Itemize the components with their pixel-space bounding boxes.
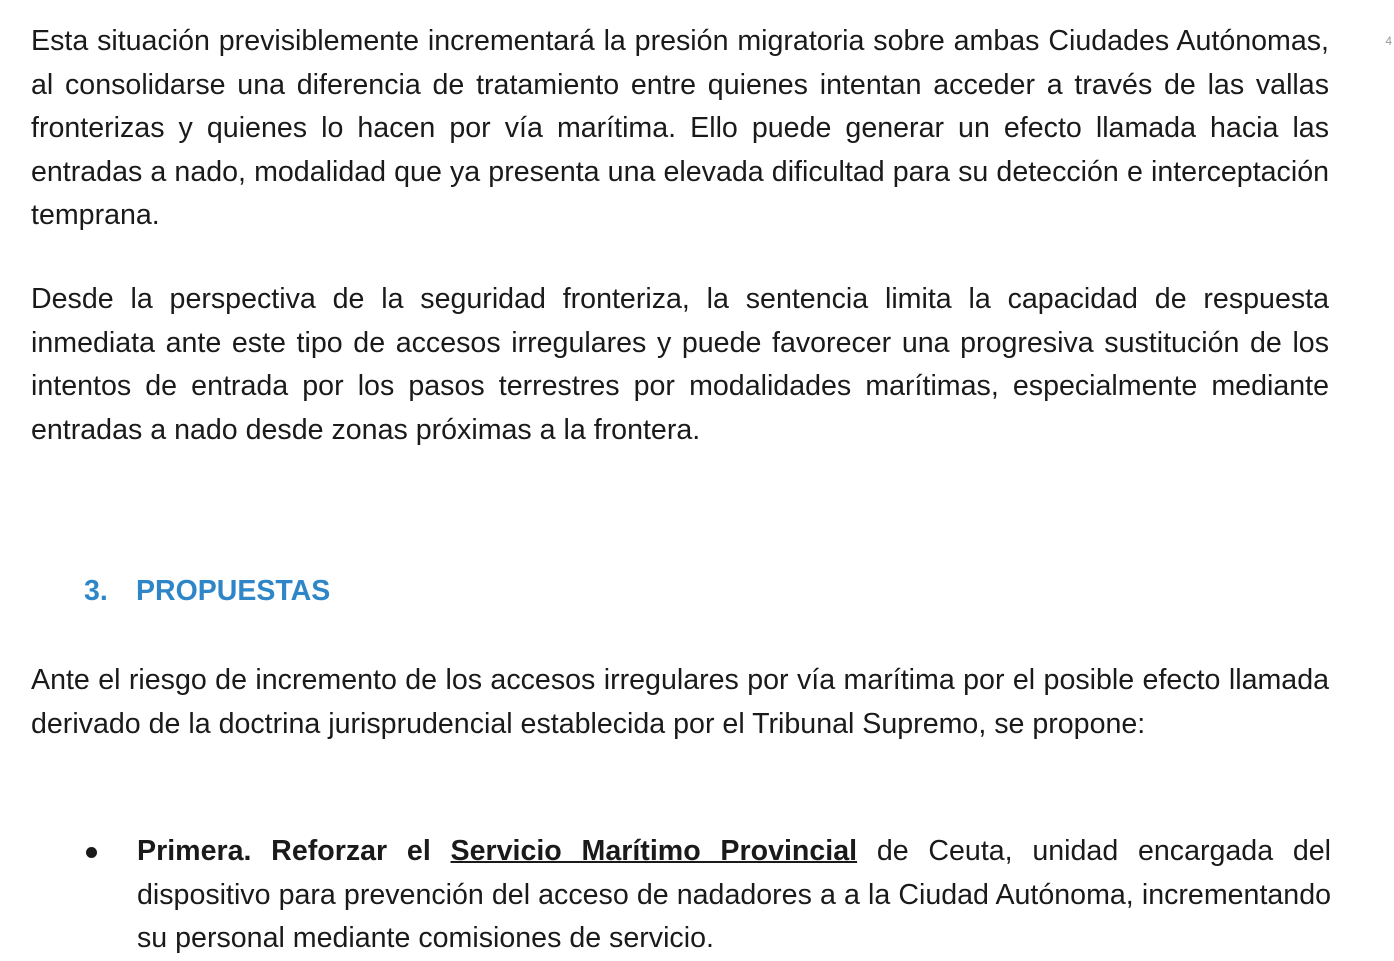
bullet-icon (86, 847, 97, 858)
service-name: Servicio Marítimo Provincial (450, 835, 858, 867)
section-title: PROPUESTAS (136, 575, 331, 607)
section-heading (84, 570, 330, 613)
proposal-detail: de Ceuta, unidad encargada del dispositivo para prevención del acceso de nadadores a a la Ciudad Autónoma, incrementando su personal mediante comisiones de servicio. (137, 835, 1332, 954)
proposal-text (137, 830, 1331, 961)
page-mark: 4 (1385, 34, 1392, 48)
paragraph-migration-pressure: Esta situación previsiblemente incrementará la presión migratoria sobre ambas Ciudades Autónomas, al consolidarse una diferencia de tratamiento entre quienes intentan acceder a través de las vallas fronterizas y quienes lo hacen por vía marítima. Ello puede generar un efecto llamada hacia las entradas a nado, modalidad que ya presenta una elevada dificultad para su detección e interceptación temprana. (31, 25, 1329, 231)
proposal-lead: Primera. Reforzar el (137, 835, 451, 867)
paragraph-proposal-intro: Ante el riesgo de incremento de los accesos irregulares por vía marítima por el posible efecto llamada derivado de la doctrina jurisprudencial establecida por el Tribunal Supremo, se propone: (31, 664, 1329, 740)
section-number: 3. (84, 575, 108, 607)
paragraph-border-security: Desde la perspectiva de la seguridad fronteriza, la sentencia limita la capacidad de respuesta inmediata ante este tipo de accesos irregulares y puede favorecer una progresiva sustitución de los intentos de entrada por los pasos terrestres por modalidades marítimas, especialmente mediante entradas a nado desde zonas próximas a la frontera. (31, 283, 1329, 446)
